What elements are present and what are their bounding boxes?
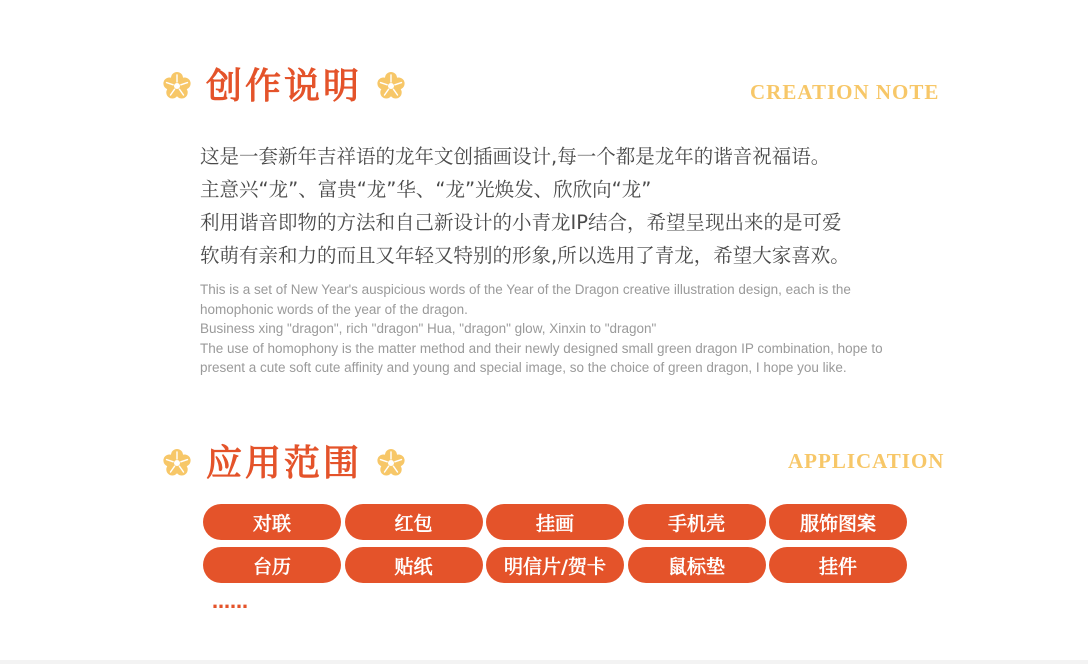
flower-icon <box>376 448 406 478</box>
tag-stickers: 贴纸 <box>345 547 483 583</box>
tag-phone-case: 手机壳 <box>628 504 766 540</box>
description-en <box>200 280 920 378</box>
flower-icon <box>162 71 192 101</box>
tag-postcard: 明信片/贺卡 <box>486 547 624 583</box>
section-title-en: APPLICATION <box>788 449 945 473</box>
tag-hongbao: 红包 <box>345 504 483 540</box>
tag-guahua: 挂画 <box>486 504 624 540</box>
description-cn <box>200 140 850 272</box>
section-title-en: CREATION NOTE <box>750 80 940 104</box>
description-line: 利用谐音即物的方法和自己新设计的小青龙IP结合，希望呈现出来的是可爱 <box>200 211 842 234</box>
description-paragraph: This is a set of New Year's auspicious words of the Year of the Dragon creative illustration design, each is the homophonic words of the year of the dragon. <box>200 282 851 317</box>
description-paragraph: The use of homophony is the matter method and their newly designed small green dragon IP combination, hope to present a cute soft cute affinity and young and special image, so the choice of green dragon, I hope you like. <box>200 340 883 375</box>
description-line: 主意兴“龙”、富贵“龙”华、“龙”光焕发、欣欣向“龙” <box>200 178 652 201</box>
application-tags <box>203 504 907 583</box>
description-line: 软萌有亲和力的而且又年轻又特别的形象,所以选用了青龙，希望大家喜欢。 <box>200 244 850 267</box>
section-title: 应用范围 <box>206 442 363 484</box>
application-heading <box>162 442 406 484</box>
more-ellipsis: …… <box>212 592 248 613</box>
creation-heading <box>162 65 406 107</box>
tag-mouse-pad: 鼠标垫 <box>628 547 766 583</box>
flower-icon <box>162 448 192 478</box>
tag-apparel-pattern: 服饰图案 <box>769 504 907 540</box>
tag-pendant: 挂件 <box>769 547 907 583</box>
bottom-divider <box>0 660 1088 664</box>
description-line: 这是一套新年吉祥语的龙年文创插画设计,每一个都是龙年的谐音祝福语。 <box>200 145 831 168</box>
section-title: 创作说明 <box>206 65 363 107</box>
description-paragraph: Business xing "dragon", rich "dragon" Hua, "dragon" glow, Xinxin to "dragon" <box>200 321 657 336</box>
flower-icon <box>376 71 406 101</box>
tag-duilian: 对联 <box>203 504 341 540</box>
tag-desk-calendar: 台历 <box>203 547 341 583</box>
